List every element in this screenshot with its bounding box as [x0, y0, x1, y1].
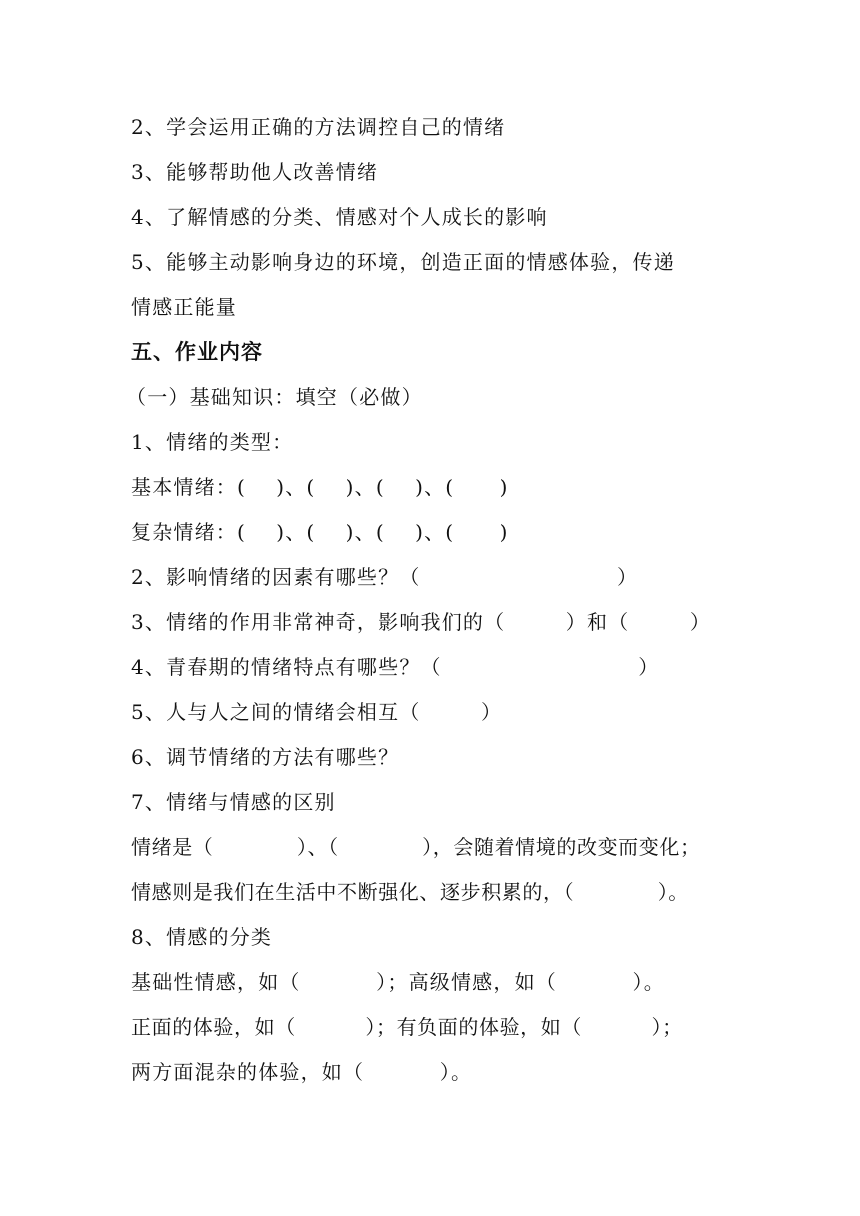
question-1-complex-emotions: 复杂情绪：( )、( )、( )、( ) [131, 520, 509, 544]
question-4: 4、青春期的情绪特点有哪些？（ ） [131, 655, 660, 679]
objective-item-3: 3、能够帮助他人改善情绪 [131, 160, 379, 184]
question-1: 1、情绪的类型： [131, 430, 294, 454]
objective-item-4: 4、了解情感的分类、情感对个人成长的影响 [131, 205, 548, 229]
objective-item-2: 2、学会运用正确的方法调控自己的情绪 [131, 115, 506, 139]
question-1-basic-emotions: 基本情绪：( )、( )、( )、( ) [131, 475, 509, 499]
question-3: 3、情绪的作用非常神奇，影响我们的（ ）和（ ） [131, 610, 712, 634]
question-8: 8、情感的分类 [131, 925, 273, 949]
question-8-line-2: 正面的体验，如（ ）；有负面的体验，如（ ）； [131, 1015, 683, 1039]
objective-item-5-line-2: 情感正能量 [131, 295, 237, 319]
question-5: 5、人与人之间的情绪会相互（ ） [131, 700, 503, 724]
question-6: 6、调节情绪的方法有哪些？ [131, 745, 400, 769]
question-7: 7、情绪与情感的区别 [131, 790, 336, 814]
question-7-line-2: 情感则是我们在生活中不断强化、逐步积累的，（ ）。 [131, 880, 689, 904]
question-8-line-1: 基础性情感，如（ ）；高级情感，如（ ）。 [131, 970, 665, 994]
question-8-line-3: 两方面混杂的体验，如（ ）。 [131, 1060, 473, 1084]
question-7-line-1: 情绪是（ ）、（ ），会随着情境的改变而变化； [131, 835, 701, 859]
question-2: 2、影响情绪的因素有哪些？（ ） [131, 565, 639, 589]
section-heading: 五、作业内容 [131, 340, 263, 364]
objective-item-5-line-1: 5、能够主动影响身边的环境，创造正面的情感体验，传递 [131, 250, 675, 274]
subsection-heading: （一）基础知识：填空（必做） [126, 385, 423, 409]
